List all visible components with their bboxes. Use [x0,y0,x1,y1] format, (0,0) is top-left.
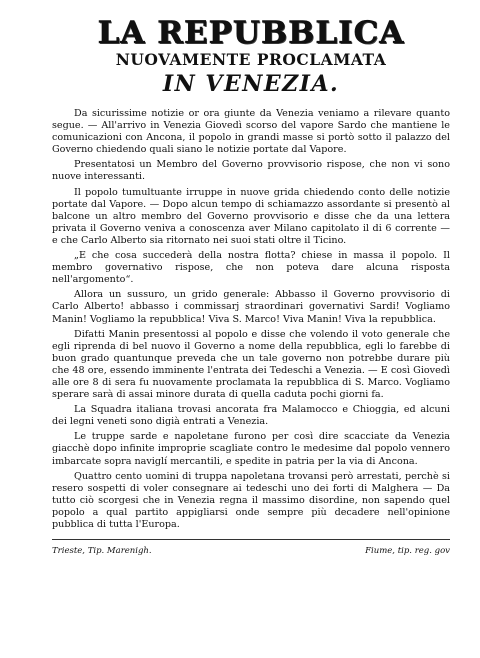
title: LA REPUBBLICA [97,15,405,51]
paragraph: Il popolo tumultuante irruppe in nuove grida chiedendo conto delle notizie portate dal Vapore. — Dopo alcun tempo di schiamazzo assordante si presentò al balcone un altro membro del Governo provvisorio e disse che da una lettera privata il Governo veniva a conoscenza aver Milano capitolato il di 6 corrente — e che Carlo Alberto sia ritornato nei suoi stati oltre il Ticino. [52,186,450,246]
printer-left: Trieste, Tip. Marenigh. [52,546,152,557]
paragraph: Difatti Manin presentossi al popolo e disse che volendo il voto generale che egli riprenda di bel nuovo il Governo a nome della repubblica, egli lo farebbe di buon grado quantunque preveda che un tale governo non potrebbe durare più che 48 ore, essendo imminente l'entrata dei Tedeschi a Venezia. — E così Giovedì alle ore 8 di sera fu nuovamente proclamata la repubblica di S. Marco. Vogliamo sperare sarà di assai minore durata di quella caduta pochi giorni fa. [52,328,450,401]
footer-divider [52,539,450,540]
article-body [52,108,450,531]
paragraph: „E che cosa succederà della nostra flotta? chiese in massa il popolo. Il membro governativo rispose, che non poteva dare alcuna risposta nell'argomento“. [52,250,450,286]
printer-footer [52,546,450,556]
paragraph: Allora un sussuro, un grido generale: Abbasso il Governo provvisorio di Carlo Alberto! abbasso i commissarj straordinari governativi Sardi! Vogliamo Manin! Vogliamo la repubblica! Viva S. Marco! Viva Manin! Viva la repubblica. [52,289,450,325]
paragraph: Quattro cento uomini di truppa napoletana trovansi però arrestati, perchè si resero sospetti di voler consegnare ai tedeschi uno dei forti di Malghera — Da tutto ciò scorgesi che in Venezia regna il massimo disordine, non sapendo quel popolo a qual partito appigliarsi onde sempre più decadere nell'opinione pubblica di tutta l'Europa. [52,470,450,530]
headline: IN VENEZIA. [162,71,340,97]
paragraph: Da sicurissime notizie or ora giunte da Venezia veniamo a rilevare quanto segue. — All'arrivo in Venezia Giovedì scorso del vapore Sardo che mantiene le comunicazioni con Ancona, il popolo in grandi masse si portò sotto il palazzo del Governo chiedendo quali siano le notizie portate dal Vapore. [52,108,450,156]
paragraph: Le truppe sarde e napoletane furono per così dire scacciate da Venezia giacchè dopo infinite improprie scagliate contro le medesime dal popolo vennero imbarcate sopra naviglí mercantili, e spedite in patria per la via di Ancona. [52,431,450,467]
printer-right: Fiume, tip. reg. gov [365,546,450,557]
paragraph: La Squadra italiana trovasi ancorata fra Malamocco e Chioggia, ed alcuni dei legni veneti sono digià entrati a Venezia. [52,404,450,428]
subtitle: NUOVAMENTE PROCLAMATA [115,50,387,69]
paragraph: Presentatosi un Membro del Governo provvisorio rispose, che non vi sono nuove interessanti. [52,159,450,183]
